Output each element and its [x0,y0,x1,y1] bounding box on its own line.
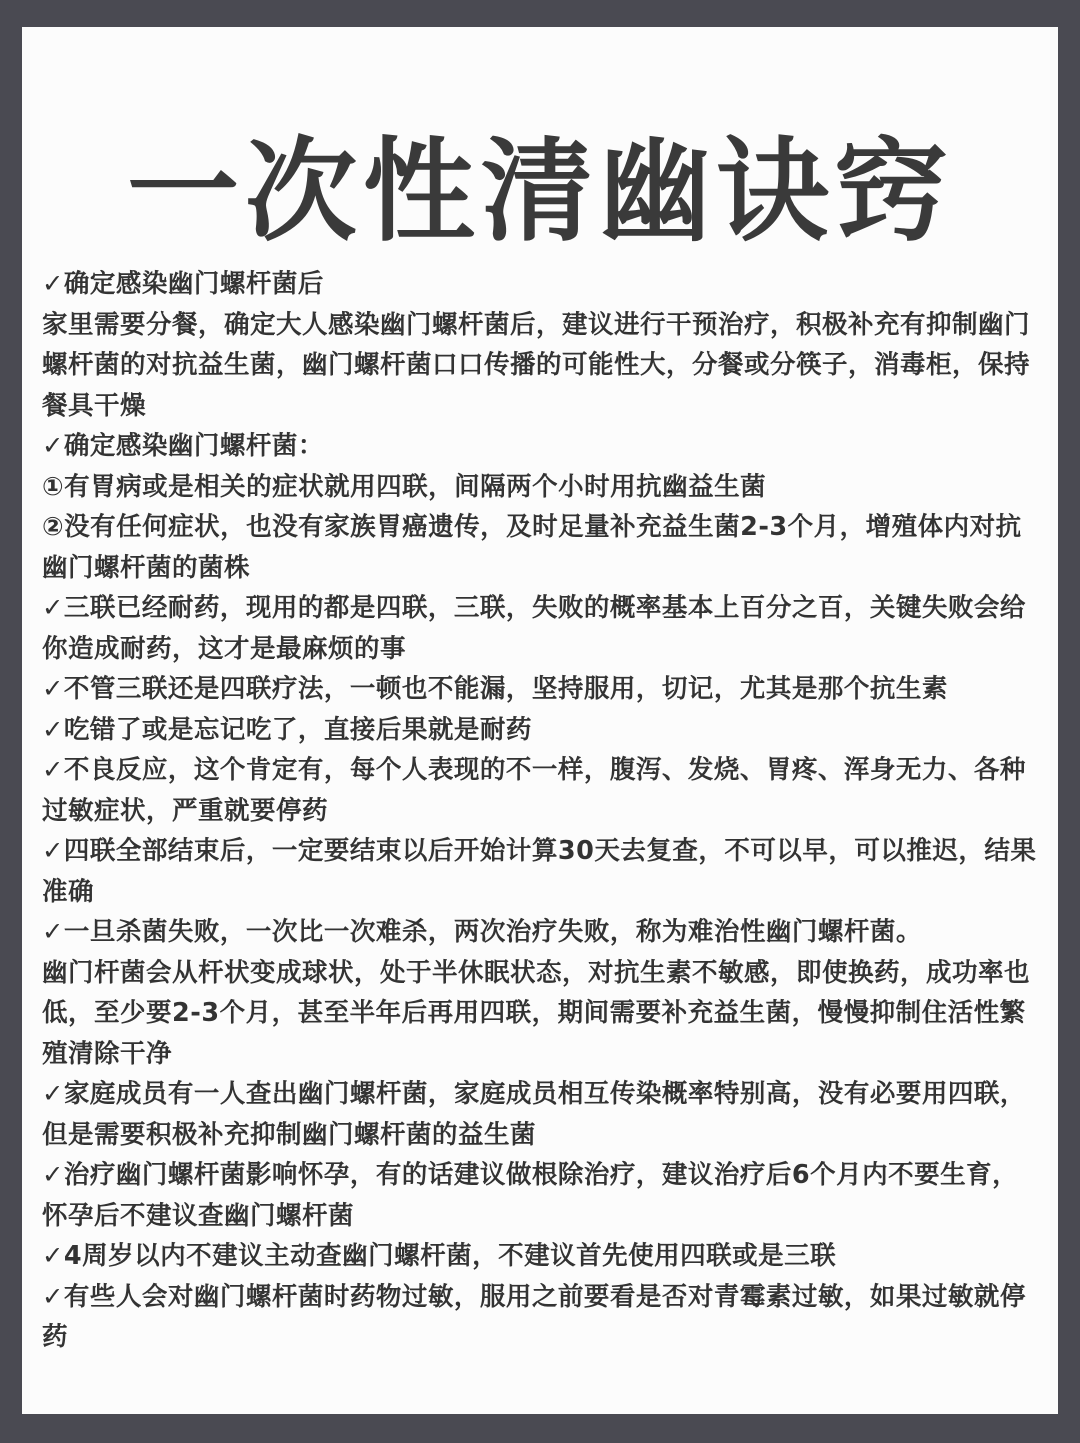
paragraph: ✓确定感染幽门螺杆菌： [42,431,324,461]
paragraph: ✓4周岁以内不建议主动查幽门螺杆菌，不建议首先使用四联或是三联 [42,1241,837,1271]
paragraph: ✓三联已经耐药，现用的都是四联，三联，失败的概率基本上百分之百，关键失败会给你造成耐药，这才是最麻烦的事 [42,593,1026,664]
paragraph: 幽门杆菌会从杆状变成球状，处于半休眠状态，对抗生素不敏感，即使换药，成功率也低，至少要2-3个月，甚至半年后再用四联，期间需要补充益生菌，慢慢抑制住活性繁殖清除干净 [42,957,1031,1069]
paragraph: ✓治疗幽门螺杆菌影响怀孕，有的话建议做根除治疗，建议治疗后6个月内不要生育，怀孕后不建议查幽门螺杆菌 [42,1160,1019,1231]
paragraph: ✓不良反应，这个肯定有，每个人表现的不一样，腹泻、发烧、胃疼、浑身无力、各种过敏症状，严重就要停药 [42,755,1026,826]
paragraph: ✓家庭成员有一人查出幽门螺杆菌，家庭成员相互传染概率特别高，没有必要用四联，但是需要积极补充抑制幽门螺杆菌的益生菌 [42,1079,1026,1150]
paragraph: ✓有些人会对幽门螺杆菌时药物过敏，服用之前要看是否对青霉素过敏，如果过敏就停药 [42,1281,1026,1352]
paragraph: ✓确定感染幽门螺杆菌后 [42,269,324,299]
paragraph: 家里需要分餐，确定大人感染幽门螺杆菌后，建议进行干预治疗，积极补充有抑制幽门螺杆菌的对抗益生菌，幽门螺杆菌口口传播的可能性大，分餐或分筷子，消毒柜，保持餐具干燥 [42,309,1031,421]
paragraph: ✓不管三联还是四联疗法，一顿也不能漏，坚持服用，切记，尤其是那个抗生素 [42,674,948,704]
body-text [42,264,1042,1358]
page-title: 一次性清幽诀窍 [127,127,953,257]
paragraph: ✓吃错了或是忘记吃了，直接后果就是耐药 [42,714,532,745]
paragraph: ①有胃病或是相关的症状就用四联，间隔两个小时用抗幽益生菌 [42,471,767,502]
paragraph: ②没有任何症状，也没有家族胃癌遗传，及时足量补充益生菌2-3个月，增殖体内对抗幽门螺杆菌的菌株 [42,512,1022,583]
paragraph: ✓四联全部结束后，一定要结束以后开始计算30天去复查，不可以早，可以推迟，结果准确 [42,836,1037,907]
paragraph: ✓一旦杀菌失败，一次比一次难杀，两次治疗失败，称为难治性幽门螺杆菌。 [42,917,922,947]
content-card [22,27,1058,1414]
